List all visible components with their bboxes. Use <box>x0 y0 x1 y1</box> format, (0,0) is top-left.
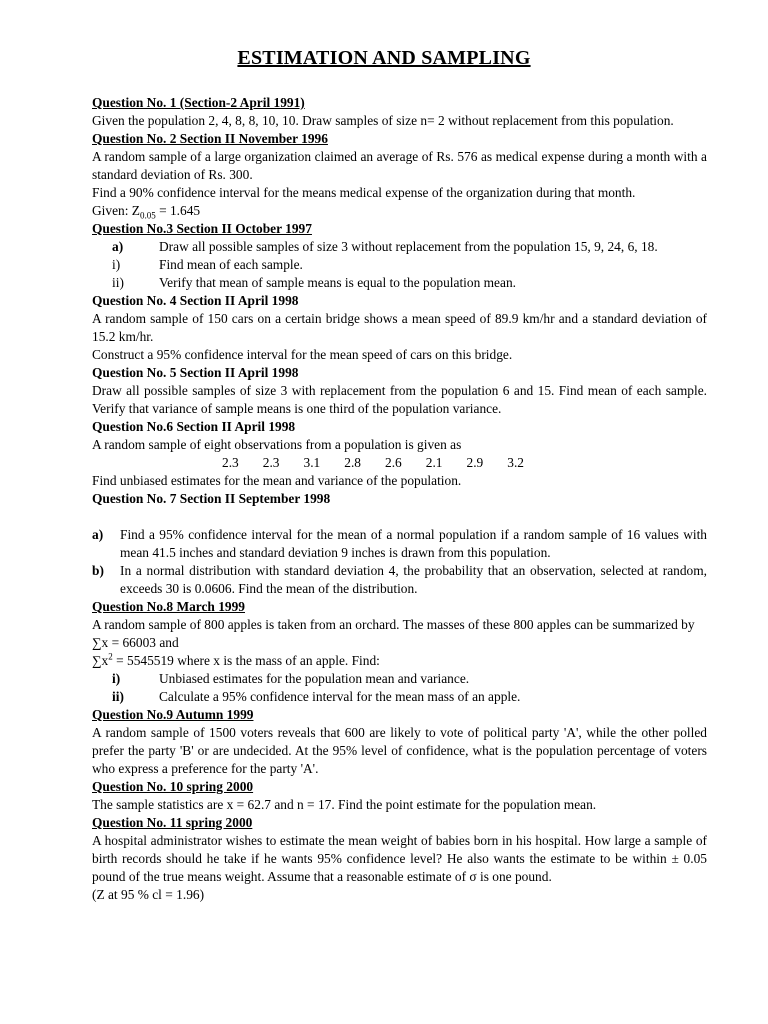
item-marker: i) <box>112 671 121 686</box>
question-5-text: Draw all possible samples of size 3 with replacement from the population 6 and 15. Find mean of each sample. Verify that variance of sample means is one third of the population variance. <box>92 383 707 416</box>
question-7-item <box>92 526 707 562</box>
question-7-item <box>92 562 707 598</box>
item-text: Calculate a 95% confidence interval for the mean mass of an apple. <box>159 689 521 704</box>
question-11-note: (Z at 95 % cl = 1.96) <box>92 887 205 902</box>
question-2-task: Find a 90% confidence interval for the means medical expense of the organization during that month. <box>92 185 636 200</box>
question-8-item <box>92 670 707 688</box>
question-3-heading: Question No.3 Section II October 1997 <box>92 221 312 236</box>
question-4-heading: Question No. 4 Section II April 1998 <box>92 293 299 308</box>
observation-value: 3.2 <box>507 455 524 470</box>
question-list <box>92 94 707 904</box>
item-marker: ii) <box>112 689 124 704</box>
question-10-heading: Question No. 10 spring 2000 <box>92 779 254 794</box>
question-10-text: The sample statistics are x = 62.7 and n = 17. Find the point estimate for the population mean. <box>92 797 597 812</box>
observation-value: 2.6 <box>385 455 402 470</box>
question-9-text: A random sample of 1500 voters reveals that 600 are likely to vote of political party 'A', while the other polled prefer the party 'B' or are undecided. At the 95% level of confidence, what is the population percentage of voters who express a preference for the party 'A'. <box>92 725 707 776</box>
question-2-text: A random sample of a large organization claimed an average of Rs. 576 as medical expense during a month with a standard deviation of Rs. 300. <box>92 149 707 182</box>
question-6-task: Find unbiased estimates for the mean and variance of the population. <box>92 473 462 488</box>
question-5-heading: Question No. 5 Section II April 1998 <box>92 365 299 380</box>
question-3-item <box>92 238 707 256</box>
question-8-text: A random sample of 800 apples is taken from an orchard. The masses of these 800 apples can be summarized by <box>92 617 695 632</box>
question-9-heading: Question No.9 Autumn 1999 <box>92 707 254 722</box>
question-8-sum-x: ∑x = 66003 and <box>92 635 179 650</box>
observation-value: 3.1 <box>303 455 321 470</box>
question-8-heading: Question No.8 March 1999 <box>92 599 245 614</box>
item-marker: a) <box>112 239 124 254</box>
observation-value: 2.9 <box>466 455 484 470</box>
observation-value: 2.3 <box>262 455 280 470</box>
question-2-given: Given: $Z_{0.05} = 1.645$ <box>92 203 201 221</box>
question-6-text: A random sample of eight observations from a population is given as <box>92 437 462 452</box>
item-text: Unbiased estimates for the population mean and variance. <box>159 671 470 686</box>
question-7-heading: Question No. 7 Section II September 1998 <box>92 491 331 506</box>
item-text: Find a 95% confidence interval for the mean of a normal population if a random sample of 16 values with mean 41.5 inches and standard deviation 9 inches is drawn from this population. <box>120 527 707 560</box>
question-3-item <box>92 256 707 274</box>
observations-row <box>92 454 707 472</box>
observation-value: 2.3 <box>222 455 239 470</box>
observation-value: 2.1 <box>425 455 443 470</box>
item-text: Find mean of each sample. <box>159 257 303 272</box>
item-marker: a) <box>92 527 104 542</box>
item-text: In a normal distribution with standard deviation 4, the probability that an observation, selected at random, exceeds 30 is 0.0606. Find the mean of the distribution. <box>120 563 707 596</box>
question-1-text: Given the population 2, 4, 8, 8, 10, 10. Draw samples of size n= 2 without replacement from this population. <box>92 113 674 128</box>
item-marker: ii) <box>112 275 124 290</box>
question-11-text: A hospital administrator wishes to estimate the mean weight of babies born in his hospital. How large a sample of birth records should he take if he wants 95% confidence level? He also wants the estimate to be within ± 0.05 pound of the true means weight. Assume that a reasonable estimate of σ is one pound. <box>92 833 707 884</box>
question-1-heading: Question No. 1 (Section-2 April 1991) <box>92 95 305 110</box>
item-text: Draw all possible samples of size 3 without replacement from the population 15, 9, 24, 6, 18. <box>159 239 658 254</box>
question-6-heading: Question No.6 Section II April 1998 <box>92 419 296 434</box>
item-marker: b) <box>92 563 104 578</box>
question-4-text: A random sample of 150 cars on a certain bridge shows a mean speed of 89.9 km/hr and a standard deviation of 15.2 km/hr. <box>92 311 707 344</box>
observation-value: 2.8 <box>344 455 361 470</box>
question-4-task: Construct a 95% confidence interval for the mean speed of cars on this bridge. <box>92 347 513 362</box>
item-text: Verify that mean of sample means is equal to the population mean. <box>159 275 516 290</box>
question-8-item <box>92 688 707 706</box>
question-2-heading: Question No. 2 Section II November 1996 <box>92 131 328 146</box>
question-11-heading: Question No. 11 spring 2000 <box>92 815 253 830</box>
question-8-sum-x2: $\sum x^2 = 5545519$ where x is the mass of an apple. Find: <box>92 651 380 668</box>
question-3-item <box>92 274 707 292</box>
item-marker: i) <box>112 257 121 272</box>
spacer <box>92 508 707 526</box>
page-title: ESTIMATION AND SAMPLING <box>237 47 531 69</box>
